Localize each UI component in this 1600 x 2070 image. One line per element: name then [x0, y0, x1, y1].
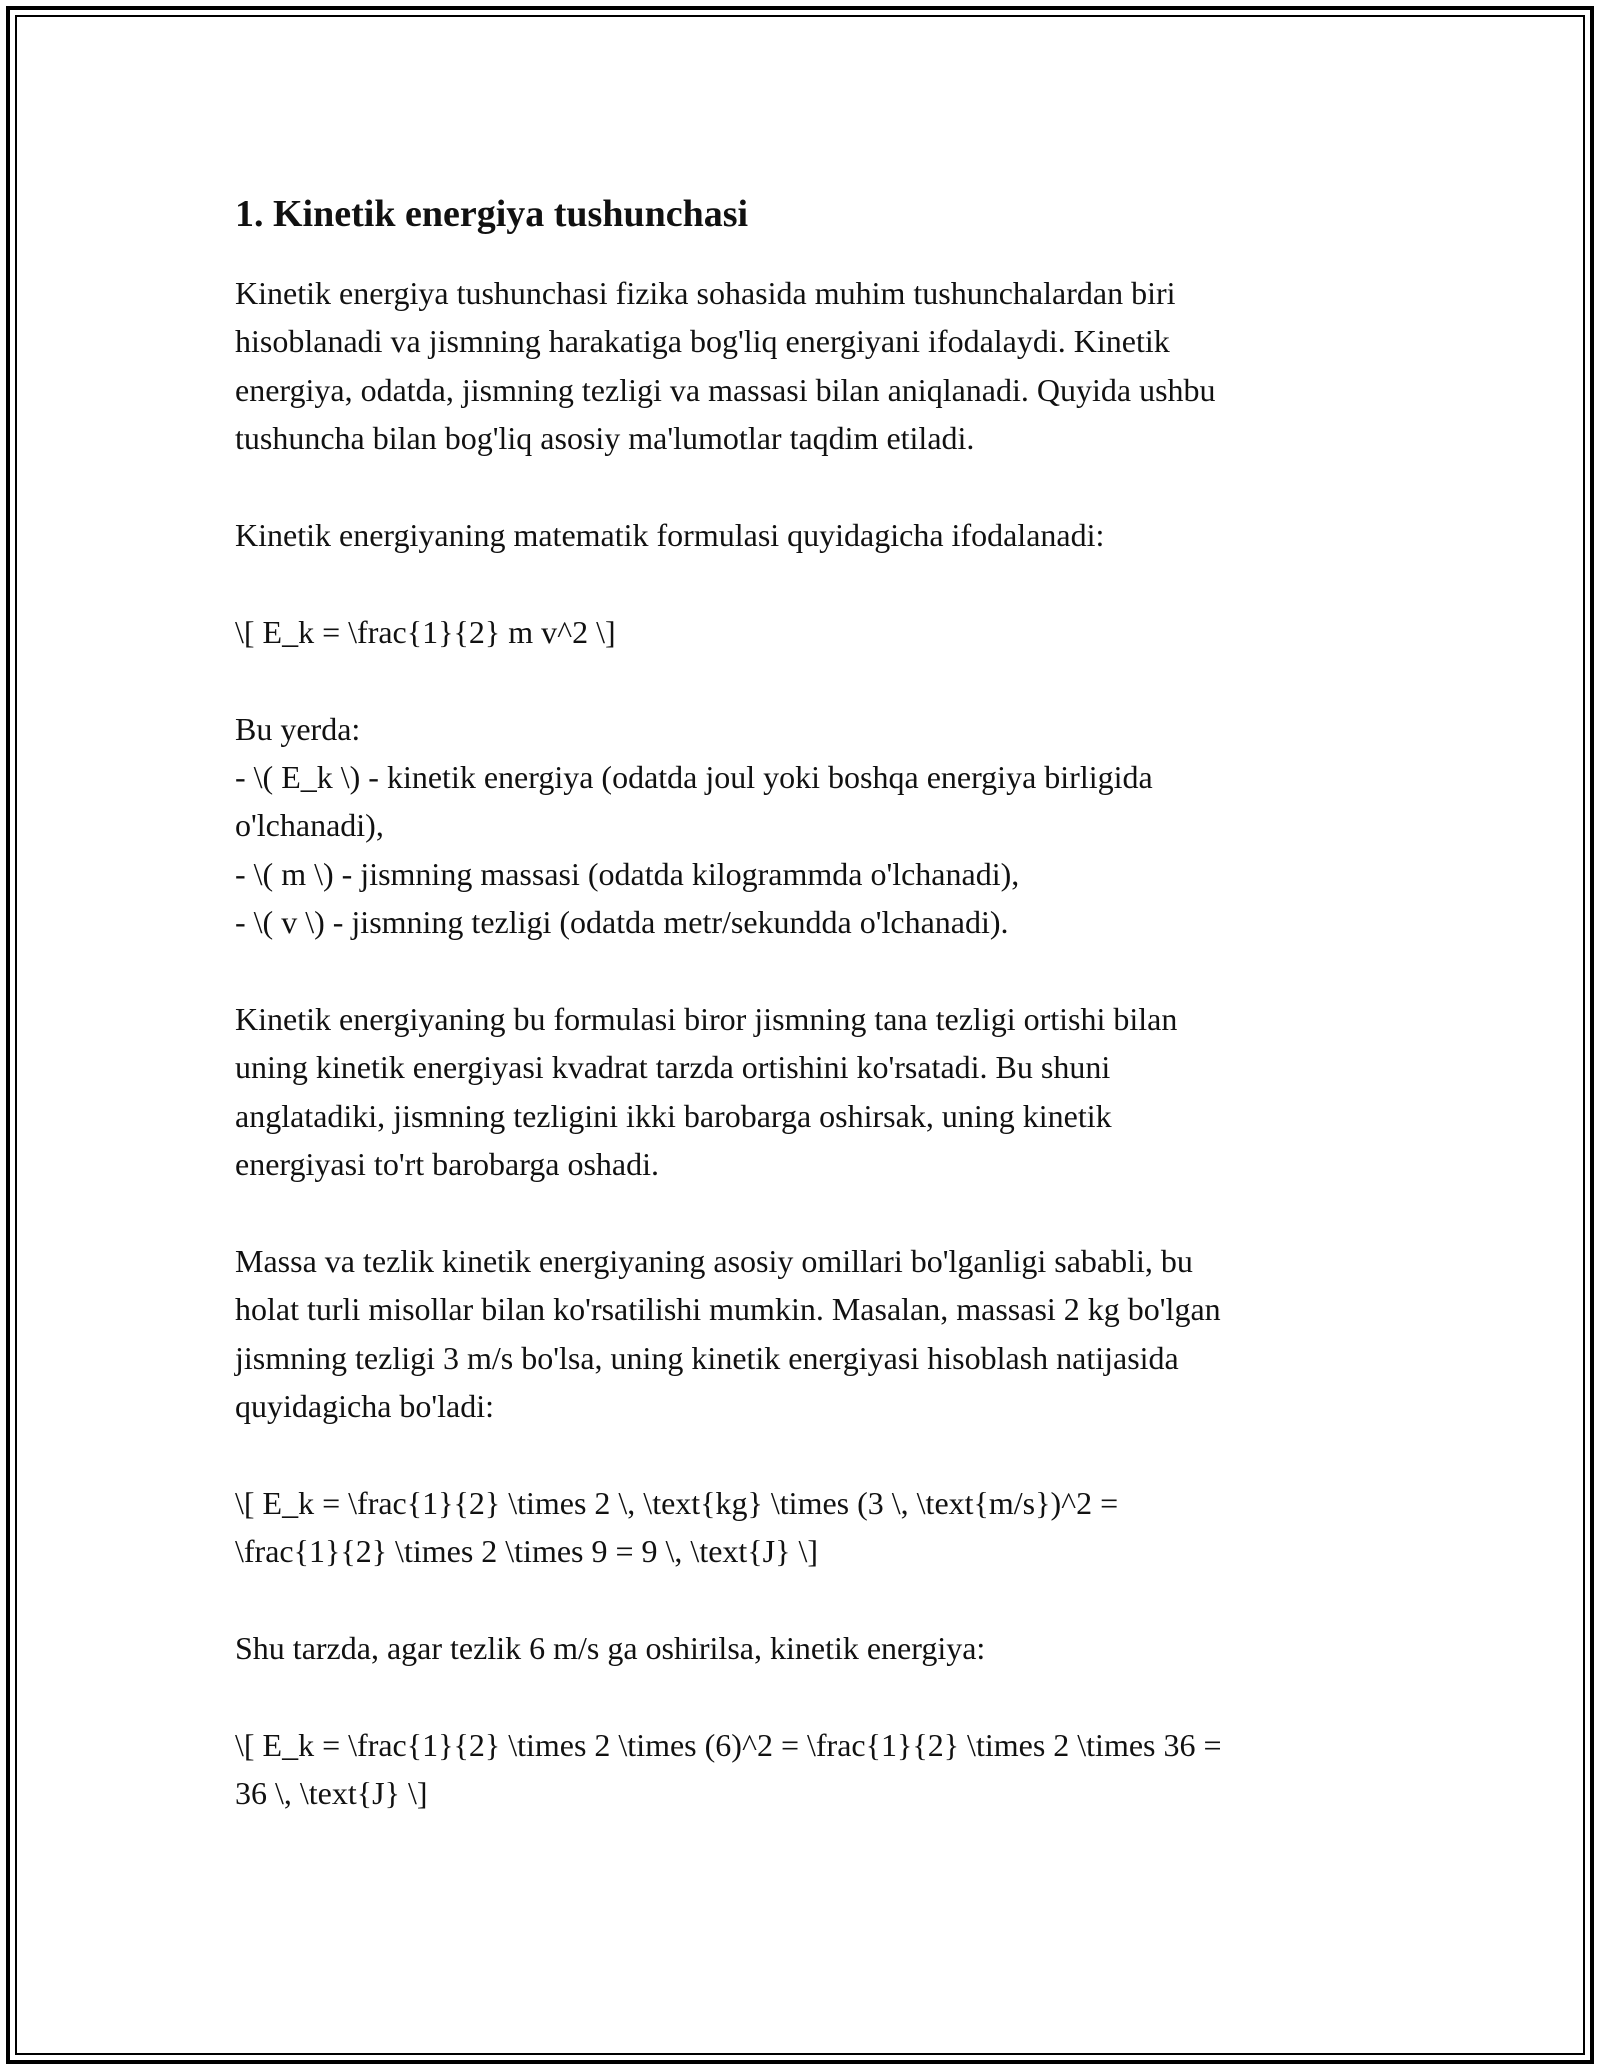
- paragraph-gap: [235, 947, 1380, 995]
- section-heading: 1. Kinetik energiya tushunchasi: [235, 193, 749, 235]
- example-formula-3ms: \[ E_k = \frac{1}{2} \times 2 \, \text{kg} \times (3 \, \text{m/s})^2 = \frac{1}{2} \times 2 \times 9 = 9 \, \text{J} \]: [235, 1485, 1119, 1570]
- paragraph-gap: [235, 1673, 1380, 1721]
- example-formula-6ms: \[ E_k = \frac{1}{2} \times 2 \times (6)^2 = \frac{1}{2} \times 2 \times 36 = 36 \, \text{J} \]: [235, 1727, 1222, 1812]
- paragraph-gap: [235, 656, 1380, 704]
- example-6ms-intro: Shu tarzda, agar tezlik 6 m/s ga oshirilsa, kinetik energiya:: [235, 1630, 986, 1667]
- formula-intro-paragraph: Kinetik energiyaning matematik formulasi quyidagicha ifodalanadi:: [235, 517, 1105, 554]
- intro-paragraph: Kinetik energiya tushunchasi fizika sohasida muhim tushunchalardan biri hisoblanadi va jismning harakatiga bog'liq energiyani ifodalaydi. Kinetik energiya, odatda, jismning tezligi va massasi bilan aniqlanadi. Quyida ushbu tushuncha bilan bog'liq asosiy ma'lumotlar taqdim etiladi.: [235, 275, 1216, 457]
- example-intro-paragraph: Massa va tezlik kinetik energiyaning asosiy omillari bo'lganligi sababli, bu holat turli misollar bilan ko'rsatilishi mumkin. Masalan, massasi 2 kg bo'lgan jismning tezligi 3 m/s bo'lsa, uning kinetik energiyasi hisoblash natijasida quyidagicha bo'ladi:: [235, 1243, 1221, 1425]
- paragraph-gap: [235, 1576, 1380, 1624]
- paragraph-gap: [235, 463, 1380, 511]
- document-body: [235, 185, 1380, 1818]
- kinetic-energy-formula: \[ E_k = \frac{1}{2} m v^2 \]: [235, 613, 616, 650]
- quadratic-growth-paragraph: Kinetik energiyaning bu formulasi biror jismning tana tezligi ortishi bilan uning kinetik energiyasi kvadrat tarzda ortishini ko'rsatadi. Bu shuni anglatadiki, jismning tezligini ikki barobarga oshirsak, uning kinetik energiyasi to'rt barobarga oshadi.: [235, 1001, 1178, 1183]
- variable-definitions: Bu yerda: - \( E_k \) - kinetik energiya (odatda joul yoki boshqa energiya birligida o'lchanadi), - \( m \) - jismning massasi (odatda kilogrammda o'lchanadi), - \( v \) - jismning tezligi (odatda metr/sekundda o'lchanadi).: [235, 710, 1153, 941]
- paragraph-gap: [235, 559, 1380, 607]
- paragraph-gap: [235, 1431, 1380, 1479]
- paragraph-gap: [235, 1189, 1380, 1237]
